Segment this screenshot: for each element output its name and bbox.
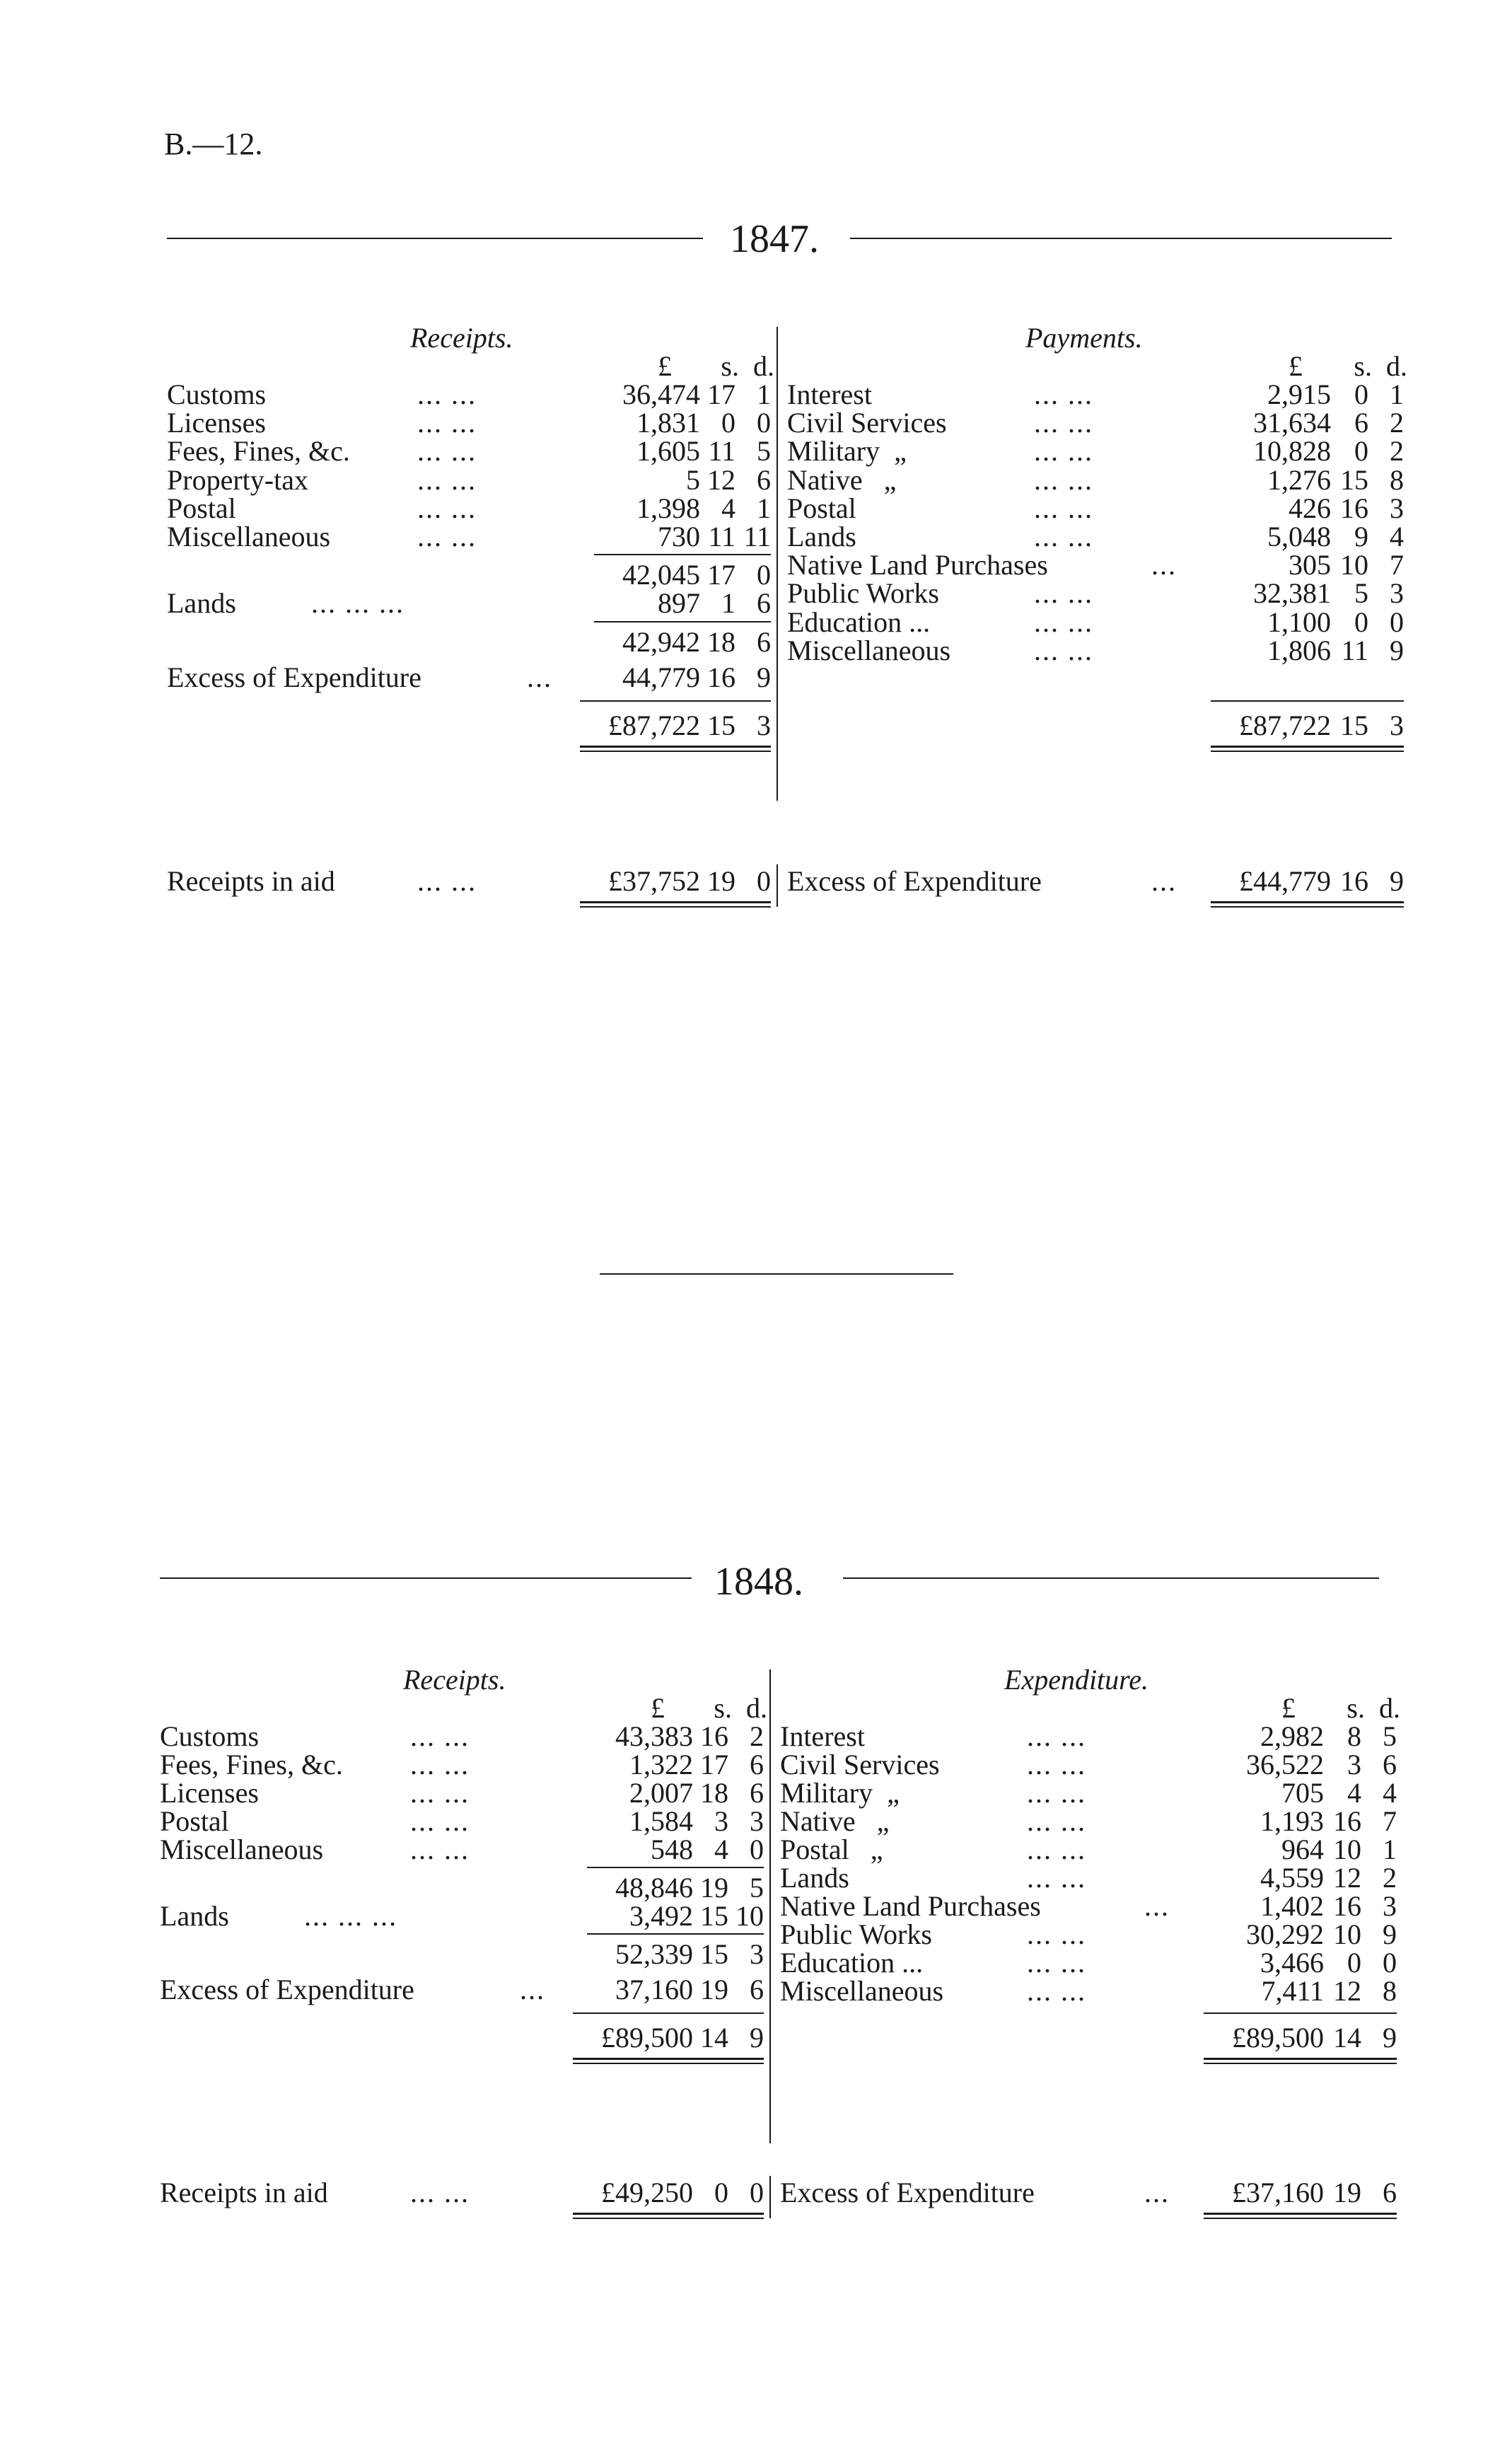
section-0-payment-pounds: 32,381 [1253, 577, 1331, 610]
section-0-payment-pence: 8 [1390, 463, 1404, 496]
section-1-payments-total-pounds: £89,500 [1232, 2022, 1324, 2054]
section-1-payment-leader: ... ... [1027, 1805, 1086, 1837]
section-0-year-rule-right [850, 238, 1392, 239]
section-0-subtotal2-rule [594, 621, 771, 622]
section-1-payments-title: Expenditure. [1004, 1664, 1149, 1696]
section-1-receipt-shillings: 16 [700, 1720, 728, 1752]
section-0-payment-label: Native „ [787, 463, 897, 496]
section-1-receipt-label: Customs [160, 1720, 260, 1752]
section-1-payment-label: Public Works [780, 1918, 932, 1950]
section-1-receipt-shillings: 4 [714, 1834, 728, 1865]
section-1-pay-head-pounds: £ [1281, 1692, 1296, 1724]
section-0-payment-pence: 4 [1390, 521, 1404, 552]
section-1-subtotal1-shillings: 19 [700, 1872, 728, 1904]
section-1-payments-total-pence: 9 [1383, 2022, 1397, 2054]
section-0-receipt-leader: ... ... [417, 521, 477, 552]
section-1-receipt-pounds: 2,007 [629, 1777, 693, 1809]
section-1-subtotal1-rule [587, 1867, 764, 1868]
section-0-subtotal1-pence: 0 [757, 559, 771, 591]
section-1-summary-left-pounds: £49,250 [601, 2177, 693, 2208]
section-0-subtotal1-shillings: 17 [707, 559, 735, 591]
section-0-payment-shillings: 16 [1340, 492, 1368, 524]
section-1-payment-pounds: 1,193 [1260, 1805, 1324, 1837]
section-1-payment-pounds: 3,466 [1260, 1947, 1324, 1979]
section-1-payment-pence: 9 [1383, 1918, 1397, 1950]
section-1-receipt-pounds: 548 [651, 1834, 693, 1865]
section-0-subtotal1-rule [594, 554, 771, 555]
section-0-summary-left-pounds: £37,752 [608, 865, 700, 897]
section-1-excess-shillings: 19 [700, 1974, 728, 2005]
section-1-receipt-shillings: 17 [700, 1749, 728, 1780]
section-0-payment-pence: 2 [1390, 435, 1404, 468]
section-0-sum-left-double-a [580, 901, 771, 903]
section-0-payment-shillings: 0 [1354, 378, 1368, 410]
section-0-payment-pounds: 1,100 [1267, 606, 1331, 638]
section-1-payment-pounds: 7,411 [1261, 1975, 1324, 2007]
section-0-receipt-pounds: 36,474 [622, 378, 700, 410]
section-0-payment-leader: ... ... [1034, 606, 1093, 638]
section-1-payment-pounds: 705 [1281, 1777, 1324, 1809]
section-1-year-rule-left [160, 1577, 692, 1579]
section-1-payment-leader: ... ... [1027, 1749, 1086, 1780]
section-0-lands-shillings: 1 [721, 587, 735, 620]
section-0-rec-total-double-a [580, 746, 771, 748]
section-1-receipt-pounds: 1,584 [629, 1805, 693, 1837]
section-1-lands-pounds: 3,492 [629, 1900, 693, 1932]
section-1-payment-label: Miscellaneous [780, 1975, 944, 2007]
section-0-payment-shillings: 15 [1340, 463, 1368, 496]
section-0-receipt-label: Postal [167, 492, 236, 524]
section-0-receipt-pence: 0 [757, 407, 771, 439]
section-1-payment-leader: ... ... [1027, 1947, 1086, 1979]
section-0-column-divider [777, 327, 778, 801]
section-0-payment-label: Education ... [787, 606, 931, 638]
section-0-summary-right-shillings: 16 [1340, 865, 1368, 897]
section-1-receipt-label: Miscellaneous [160, 1834, 324, 1865]
section-1-subtotal1-pounds: 48,846 [615, 1872, 693, 1904]
section-0-receipt-leader: ... ... [417, 492, 477, 524]
section-0-rec-head-pounds: £ [658, 350, 672, 382]
section-0-summary-left-shillings: 19 [707, 865, 735, 897]
section-0-payment-leader: ... [1151, 549, 1177, 581]
section-0-receipt-leader: ... ... [417, 378, 477, 410]
section-0-receipt-leader: ... ... [417, 463, 477, 496]
section-0-payment-pounds: 305 [1289, 549, 1331, 581]
section-0-lands-pence: 6 [757, 587, 771, 620]
section-1-subtotal2-rule [587, 1933, 764, 1935]
section-0-summary-right-pence: 9 [1390, 865, 1404, 897]
section-0-summary-right-pounds: £44,779 [1239, 865, 1331, 897]
section-0-payment-leader: ... ... [1034, 463, 1093, 496]
section-0-payments-total-pounds: £87,722 [1239, 709, 1331, 741]
section-1-payment-label: Lands [780, 1862, 849, 1894]
section-0-receipt-pounds: 5 [686, 463, 700, 496]
section-0-payment-leader: ... ... [1034, 521, 1093, 552]
section-1-receipt-leader: ... ... [410, 1749, 470, 1780]
section-0-receipt-shillings: 17 [707, 378, 735, 410]
section-0-payment-label: Miscellaneous [787, 634, 951, 666]
section-1-receipt-leader: ... ... [410, 1720, 470, 1752]
section-0-pay-total-double-a [1211, 746, 1404, 748]
section-0-receipts-total-pounds: £87,722 [608, 709, 700, 741]
section-1-rec-total-double-b [573, 2063, 764, 2064]
section-0-payment-leader: ... ... [1034, 407, 1093, 439]
section-0-lands-leader: ... ... ... [311, 587, 405, 620]
section-0-receipt-pence: 11 [743, 521, 771, 552]
section-0-receipt-shillings: 11 [708, 435, 735, 468]
section-0-payment-label: Postal [787, 492, 856, 524]
section-0-receipt-pence: 5 [757, 435, 771, 468]
section-1-summary-divider [769, 2176, 771, 2218]
section-1-excess-pence: 6 [750, 1974, 764, 2005]
section-1-payment-shillings: 10 [1333, 1834, 1361, 1865]
section-1-receipt-leader: ... ... [410, 1777, 470, 1809]
section-1-payment-pence: 5 [1383, 1720, 1397, 1752]
section-1-year-rule-right [843, 1577, 1379, 1579]
section-0-payment-leader: ... ... [1034, 577, 1093, 610]
section-0-receipt-label: Licenses [167, 407, 266, 439]
section-1-receipts-total-pence: 9 [750, 2022, 764, 2054]
section-0-payment-label: Civil Services [787, 407, 947, 439]
section-0-subtotal2-shillings: 18 [707, 625, 735, 658]
section-1-payment-pounds: 964 [1281, 1834, 1324, 1865]
section-1-payment-pounds: 30,292 [1246, 1918, 1324, 1950]
section-1-payment-label: Interest [780, 1720, 865, 1752]
section-0-pay-head-pence: d. [1386, 350, 1407, 382]
section-separator [600, 1273, 953, 1275]
section-1-receipt-pence: 0 [750, 1834, 764, 1865]
section-0-payment-pounds: 1,806 [1267, 634, 1331, 666]
section-0-receipt-shillings: 12 [707, 463, 735, 496]
section-0-payment-shillings: 11 [1341, 634, 1368, 666]
section-0-summary-left-leader: ... ... [417, 865, 477, 897]
section-1-column-divider [769, 1669, 771, 2143]
section-1-payment-pounds: 4,559 [1260, 1862, 1324, 1894]
section-0-payment-pounds: 31,634 [1253, 407, 1331, 439]
section-1-payment-label: Native Land Purchases [780, 1890, 1041, 1922]
section-0-receipt-shillings: 4 [721, 492, 735, 524]
section-0-receipt-pounds: 1,398 [636, 492, 700, 524]
section-0-receipt-pence: 1 [757, 492, 771, 524]
section-0-excess-leader: ... [527, 661, 552, 693]
section-1-rec-head-shillings: s. [714, 1692, 732, 1724]
section-1-payment-label: Civil Services [780, 1749, 940, 1780]
section-1-payment-shillings: 4 [1347, 1777, 1361, 1809]
section-1-pay-head-shillings: s. [1347, 1692, 1365, 1724]
section-0-sum-right-double-b [1211, 906, 1404, 908]
section-0-summary-right-label: Excess of Expenditure [787, 865, 1042, 897]
section-1-payment-shillings: 16 [1333, 1890, 1361, 1922]
section-0-pay-head-pounds: £ [1289, 350, 1303, 382]
section-0-payment-pence: 7 [1390, 549, 1404, 581]
section-0-receipt-leader: ... ... [417, 407, 477, 439]
section-1-summary-right-shillings: 19 [1333, 2177, 1361, 2208]
section-1-summary-left-pence: 0 [750, 2177, 764, 2208]
section-0-payment-shillings: 6 [1354, 407, 1368, 439]
section-1-summary-left-label: Receipts in aid [160, 2177, 328, 2208]
section-1-payment-pence: 6 [1383, 1749, 1397, 1780]
section-0-excess-label: Excess of Expenditure [167, 661, 421, 693]
section-0-payment-leader: ... ... [1034, 435, 1093, 468]
section-1-summary-right-leader: ... [1144, 2177, 1170, 2208]
section-0-payments-total-shillings: 15 [1340, 709, 1368, 741]
section-0-lands-pounds: 897 [658, 587, 700, 620]
section-1-pay-total-double-a [1204, 2058, 1397, 2060]
section-1-payment-pence: 7 [1383, 1805, 1397, 1837]
section-1-payment-label: Postal „ [780, 1834, 883, 1865]
section-1-summary-right-pence: 6 [1383, 2177, 1397, 2208]
section-0-payment-pence: 1 [1390, 378, 1404, 410]
section-1-subtotal1-pence: 5 [750, 1872, 764, 1904]
section-1-payment-shillings: 0 [1347, 1947, 1361, 1979]
section-0-pay-total-double-b [1211, 751, 1404, 752]
section-0-receipt-pence: 6 [757, 463, 771, 496]
section-1-summary-right-pounds: £37,160 [1232, 2177, 1324, 2208]
section-1-payment-pence: 8 [1383, 1975, 1397, 2007]
section-1-payment-leader: ... ... [1027, 1918, 1086, 1950]
section-1-receipt-label: Licenses [160, 1777, 259, 1809]
section-0-sum-left-double-b [580, 906, 771, 908]
section-1-excess-pounds: 37,160 [615, 1974, 693, 2005]
section-1-pay-total-rule [1204, 2012, 1397, 2014]
section-0-rec-total-rule [580, 700, 771, 702]
section-0-payment-pence: 3 [1390, 492, 1404, 524]
section-0-payment-shillings: 10 [1340, 549, 1368, 581]
section-1-receipt-pounds: 1,322 [629, 1749, 693, 1780]
section-1-receipt-pence: 2 [750, 1720, 764, 1752]
section-0-receipt-label: Customs [167, 378, 267, 410]
section-0-pay-total-rule [1211, 700, 1404, 702]
section-1-receipts-total-shillings: 14 [700, 2022, 728, 2054]
section-1-lands-label: Lands [160, 1900, 229, 1932]
section-0-payment-leader: ... ... [1034, 378, 1093, 410]
section-0-payment-shillings: 5 [1354, 577, 1368, 610]
section-0-receipts-total-pence: 3 [757, 709, 771, 741]
section-0-payment-pounds: 2,915 [1267, 378, 1331, 410]
section-1-payment-leader: ... ... [1027, 1777, 1086, 1809]
section-1-pay-total-double-b [1204, 2063, 1397, 2064]
section-1-rec-total-rule [573, 2012, 764, 2014]
section-0-payments-total-pence: 3 [1390, 709, 1404, 741]
section-1-payment-label: Education ... [780, 1947, 924, 1979]
section-1-payment-leader: ... ... [1027, 1862, 1086, 1894]
section-0-subtotal2-pence: 6 [757, 625, 771, 658]
section-0-excess-pence: 9 [757, 661, 771, 693]
section-0-receipt-leader: ... ... [417, 435, 477, 468]
section-0-payment-label: Interest [787, 378, 872, 410]
section-1-summary-left-leader: ... ... [410, 2177, 470, 2208]
section-1-receipts-total-pounds: £89,500 [601, 2022, 693, 2054]
section-1-lands-leader: ... ... ... [304, 1900, 397, 1932]
section-1-receipt-pence: 6 [750, 1749, 764, 1780]
section-0-summary-left-pence: 0 [757, 865, 771, 897]
section-1-payment-shillings: 16 [1333, 1805, 1361, 1837]
section-0-receipt-pounds: 730 [658, 521, 700, 552]
section-0-sum-right-double-a [1211, 901, 1404, 903]
section-1-payment-pence: 2 [1383, 1862, 1397, 1894]
section-0-payment-leader: ... ... [1034, 634, 1093, 666]
section-1-payment-pounds: 2,982 [1260, 1720, 1324, 1752]
section-1-receipt-shillings: 18 [700, 1777, 728, 1809]
section-0-summary-right-leader: ... [1151, 865, 1177, 897]
section-1-receipt-pence: 3 [750, 1805, 764, 1837]
section-0-subtotal1-pounds: 42,045 [622, 559, 700, 591]
section-1-payment-label: Native „ [780, 1805, 890, 1837]
page-reference: B.—12. [164, 127, 263, 161]
section-1-receipt-shillings: 3 [714, 1805, 728, 1837]
section-0-payment-label: Public Works [787, 577, 939, 610]
section-0-receipt-pounds: 1,831 [636, 407, 700, 439]
section-0-payment-shillings: 9 [1354, 521, 1368, 552]
section-0-excess-pounds: 44,779 [622, 661, 700, 693]
section-0-rec-head-pence: d. [753, 350, 774, 382]
section-1-lands-pence: 10 [735, 1900, 764, 1932]
section-1-payment-shillings: 12 [1333, 1862, 1361, 1894]
section-0-rec-total-double-b [580, 751, 771, 752]
section-1-sum-right-double-b [1204, 2218, 1397, 2219]
section-0-receipt-shillings: 0 [721, 407, 735, 439]
section-1-receipt-pounds: 43,383 [615, 1720, 693, 1752]
section-0-receipt-shillings: 11 [708, 521, 735, 552]
section-0-payment-pence: 9 [1390, 634, 1404, 666]
section-1-year-heading: 1848. [714, 1560, 803, 1604]
section-0-payment-pounds: 426 [1289, 492, 1331, 524]
section-1-pay-head-pence: d. [1379, 1692, 1400, 1724]
section-0-receipt-pounds: 1,605 [636, 435, 700, 468]
section-1-payment-pounds: 1,402 [1260, 1890, 1324, 1922]
section-0-payment-pence: 0 [1390, 606, 1404, 638]
section-1-payment-label: Military „ [780, 1777, 900, 1809]
section-1-sum-left-double-a [573, 2213, 764, 2215]
section-0-lands-label: Lands [167, 587, 236, 620]
section-1-payment-shillings: 10 [1333, 1918, 1361, 1950]
section-1-subtotal2-pence: 3 [750, 1938, 764, 1970]
section-0-subtotal2-pounds: 42,942 [622, 625, 700, 658]
section-1-receipt-leader: ... ... [410, 1805, 470, 1837]
section-1-summary-left-shillings: 0 [714, 2177, 728, 2208]
section-0-receipts-total-shillings: 15 [707, 709, 735, 741]
section-1-payment-pence: 4 [1383, 1777, 1397, 1809]
section-0-payment-leader: ... ... [1034, 492, 1093, 524]
section-1-payment-leader: ... ... [1027, 1720, 1086, 1752]
section-0-payment-pounds: 10,828 [1253, 435, 1331, 468]
section-0-payment-pence: 2 [1390, 407, 1404, 439]
section-0-payment-pounds: 5,048 [1267, 521, 1331, 552]
section-1-payments-total-shillings: 14 [1333, 2022, 1361, 2054]
section-1-payment-shillings: 8 [1347, 1720, 1361, 1752]
section-1-payment-shillings: 12 [1333, 1975, 1361, 2007]
section-0-receipt-pence: 1 [757, 378, 771, 410]
section-0-rec-head-shillings: s. [721, 350, 739, 382]
section-1-receipt-label: Postal [160, 1805, 229, 1837]
section-1-sum-right-double-a [1204, 2213, 1397, 2215]
section-1-payment-pence: 0 [1383, 1947, 1397, 1979]
section-0-payments-title: Payments. [1025, 322, 1143, 354]
section-1-receipt-label: Fees, Fines, &c. [160, 1749, 343, 1780]
section-0-receipt-label: Property-tax [167, 463, 308, 496]
section-0-payment-pence: 3 [1390, 577, 1404, 610]
section-1-sum-left-double-b [573, 2218, 764, 2219]
section-1-subtotal2-pounds: 52,339 [615, 1938, 693, 1970]
section-0-summary-divider [777, 864, 778, 907]
section-1-payment-pounds: 36,522 [1246, 1749, 1324, 1780]
section-1-receipt-leader: ... ... [410, 1834, 470, 1865]
section-0-receipts-title: Receipts. [410, 322, 513, 354]
section-0-payment-shillings: 0 [1354, 435, 1368, 468]
section-0-pay-head-shillings: s. [1354, 350, 1372, 382]
section-1-rec-head-pounds: £ [651, 1692, 665, 1724]
section-0-payment-label: Native Land Purchases [787, 549, 1048, 581]
section-0-year-rule-left [167, 238, 703, 239]
section-0-payment-label: Lands [787, 521, 856, 552]
section-1-payment-leader: ... ... [1027, 1834, 1086, 1865]
section-1-excess-leader: ... [520, 1974, 545, 2005]
section-1-lands-shillings: 15 [700, 1900, 728, 1932]
section-0-receipt-label: Fees, Fines, &c. [167, 435, 350, 468]
section-1-payment-shillings: 3 [1347, 1749, 1361, 1780]
section-1-receipts-title: Receipts. [403, 1664, 506, 1696]
section-1-subtotal2-shillings: 15 [700, 1938, 728, 1970]
section-1-receipt-pence: 6 [750, 1777, 764, 1809]
section-1-summary-right-label: Excess of Expenditure [780, 2177, 1035, 2208]
section-0-payment-shillings: 0 [1354, 606, 1368, 638]
section-0-payment-pounds: 1,276 [1267, 463, 1331, 496]
section-1-payment-pence: 1 [1383, 1834, 1397, 1865]
section-0-receipt-label: Miscellaneous [167, 521, 331, 552]
section-1-payment-leader: ... ... [1027, 1975, 1086, 2007]
section-1-payment-leader: ... [1144, 1890, 1170, 1922]
section-0-summary-left-label: Receipts in aid [167, 865, 335, 897]
section-1-payment-pence: 3 [1383, 1890, 1397, 1922]
section-0-excess-shillings: 16 [707, 661, 735, 693]
section-1-excess-label: Excess of Expenditure [160, 1974, 414, 2005]
section-0-year-heading: 1847. [730, 217, 819, 261]
section-0-payment-label: Military „ [787, 435, 907, 468]
section-1-rec-total-double-a [573, 2058, 764, 2060]
section-1-rec-head-pence: d. [746, 1692, 767, 1724]
